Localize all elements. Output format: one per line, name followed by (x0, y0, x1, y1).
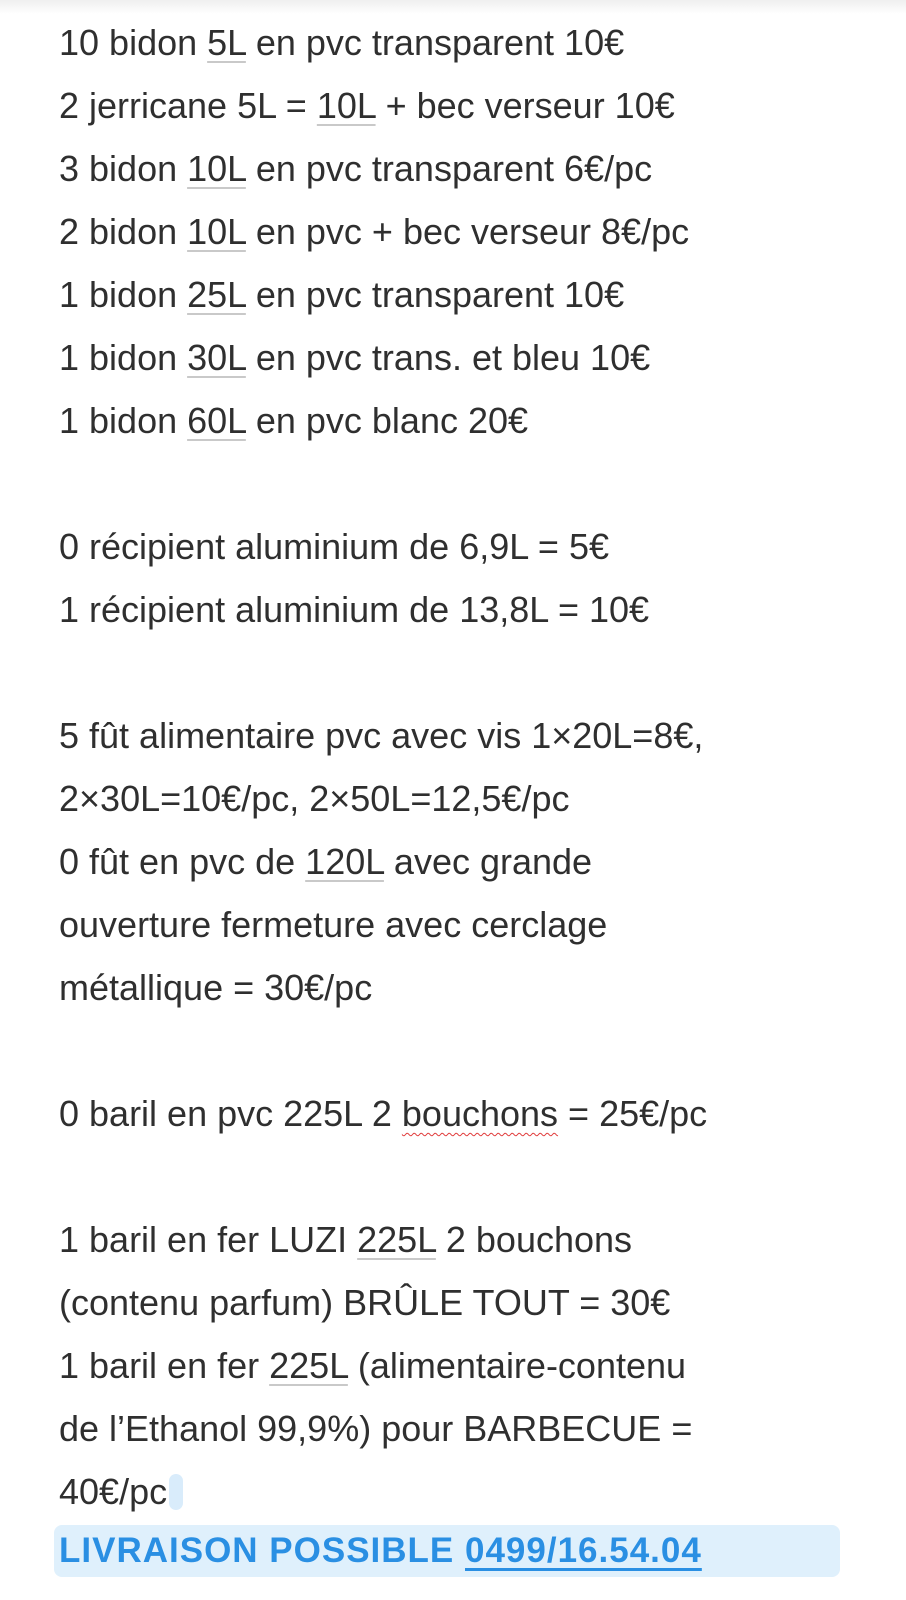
line-text: avec grande (383, 841, 593, 882)
note-line-10: 5 fût alimentaire pvc avec vis 1×20L=8€, (59, 715, 704, 756)
delivery-banner[interactable] (59, 1521, 702, 1581)
line-text: 2 jerricane 5L = (59, 85, 317, 126)
line-text: + bec verseur 10€ (375, 85, 675, 126)
note-line-13: ouverture fermeture avec cerclage (59, 904, 608, 945)
line-text: en pvc transparent 10€ (245, 22, 625, 63)
line-text: 1 baril en fer LUZI (59, 1219, 358, 1260)
blank-line (59, 1019, 879, 1082)
text-cursor-handle[interactable] (169, 1474, 183, 1510)
volume-link[interactable]: 225L (357, 1219, 436, 1260)
line-text: 40€/pc (59, 1471, 168, 1512)
volume-link[interactable]: 10L (187, 211, 246, 252)
note-line-18 (59, 1334, 879, 1397)
volume-link[interactable]: 30L (187, 337, 246, 378)
line-text: 1 bidon (59, 400, 188, 441)
note-line-15 (59, 1082, 879, 1145)
note-line-16 (59, 1208, 879, 1271)
note-line-6 (59, 326, 879, 389)
note-line-5 (59, 263, 879, 326)
line-text: 1 bidon (59, 274, 188, 315)
note-line-3 (59, 137, 879, 200)
line-text: 0 baril en pvc 225L 2 (59, 1093, 402, 1134)
line-text: en pvc + bec verseur 8€/pc (245, 211, 690, 252)
phone-number-link[interactable]: 0499/16.54.04 (465, 1531, 702, 1570)
line-text: 2 bidon (59, 211, 188, 252)
line-text: en pvc transparent 10€ (245, 274, 625, 315)
volume-link[interactable]: 25L (187, 274, 246, 315)
volume-link[interactable]: 225L (269, 1345, 348, 1386)
note-line-2 (59, 74, 879, 137)
blank-line (59, 1145, 879, 1208)
note-line-7 (59, 389, 879, 452)
volume-link[interactable]: 60L (187, 400, 246, 441)
volume-link[interactable]: 10L (316, 85, 376, 126)
line-text: 0 fût en pvc de (59, 841, 306, 882)
line-text: = 25€/pc (558, 1093, 708, 1134)
volume-link[interactable]: 120L (305, 841, 384, 882)
note-line-4 (59, 200, 879, 263)
line-text: en pvc trans. et bleu 10€ (245, 337, 651, 378)
delivery-label: LIVRAISON POSSIBLE (59, 1531, 465, 1570)
volume-link[interactable]: 5L (207, 22, 246, 63)
line-text: 2 bouchons (435, 1219, 633, 1260)
note-line-17: (contenu parfum) BRÛLE TOUT = 30€ (59, 1282, 671, 1323)
blank-line (59, 641, 879, 704)
note-line-20 (59, 1460, 879, 1523)
note-body[interactable] (59, 11, 879, 1523)
note-line-11: 2×30L=10€/pc, 2×50L=12,5€/pc (59, 778, 570, 819)
line-text: 1 baril en fer (59, 1345, 270, 1386)
line-text: 10 bidon (59, 22, 208, 63)
line-text: en pvc blanc 20€ (245, 400, 529, 441)
line-text: en pvc transparent 6€/pc (245, 148, 653, 189)
note-line-19: de l’Ethanol 99,9%) pour BARBECUE = (59, 1408, 693, 1449)
note-line-8: 0 récipient aluminium de 6,9L = 5€ (59, 526, 610, 567)
volume-link[interactable]: 10L (187, 148, 246, 189)
line-text: 3 bidon (59, 148, 188, 189)
line-text: 1 bidon (59, 337, 188, 378)
note-line-1 (59, 11, 879, 74)
note-line-9: 1 récipient aluminium de 13,8L = 10€ (59, 589, 650, 630)
blank-line (59, 452, 879, 515)
note-line-12 (59, 830, 879, 893)
line-text: (alimentaire-contenu (347, 1345, 687, 1386)
note-line-14: métallique = 30€/pc (59, 967, 373, 1008)
misspelled-word[interactable]: bouchons (401, 1093, 559, 1134)
